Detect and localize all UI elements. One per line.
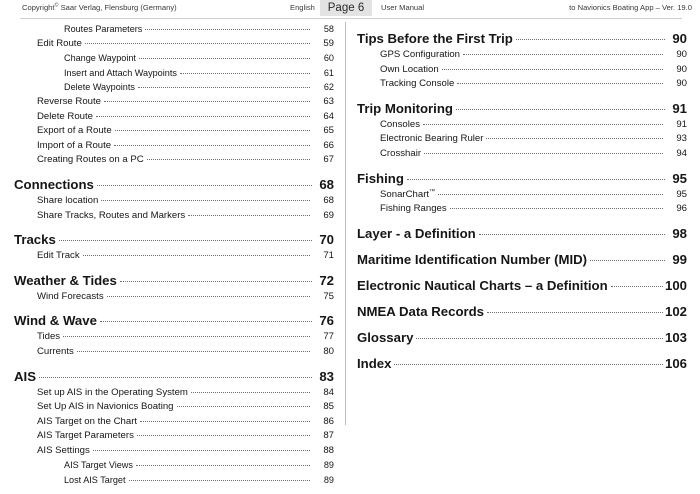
toc-entry-electronic-nautical-charts-a-definition[interactable] <box>357 269 687 295</box>
toc-entry-title: Electronic Nautical Charts – a Definition <box>357 277 608 293</box>
toc-leader-dots <box>107 296 310 297</box>
toc-leader-dots <box>137 435 310 436</box>
document-type-label: User Manual <box>381 3 425 12</box>
toc-leader-dots <box>450 208 663 209</box>
toc-leader-dots <box>487 312 663 313</box>
toc-entry-set-up-ais-in-the-operating-system[interactable] <box>37 386 334 401</box>
toc-entry-page-number: 100 <box>664 277 687 293</box>
toc-entry-title: Own Location <box>380 63 439 75</box>
toc-leader-dots <box>140 421 310 422</box>
toc-entry-creating-routes-on-a-pc[interactable] <box>37 153 334 168</box>
toc-entry-tracks[interactable] <box>14 223 334 249</box>
toc-entry-page-number: 80 <box>323 345 334 357</box>
toc-entry-maritime-identification-number-mid[interactable] <box>357 243 687 269</box>
toc-entry-page-number: 68 <box>319 176 334 192</box>
toc-entry-title: Layer - a Definition <box>357 225 476 241</box>
app-version-label: to Navionics Boating App – Ver. 19.0 <box>569 3 692 12</box>
toc-entry-layer-a-definition[interactable] <box>357 217 687 243</box>
toc-entry-title: AIS <box>14 368 36 384</box>
toc-entry-page-number: 76 <box>319 313 334 329</box>
toc-entry-page-number: 90 <box>676 49 687 60</box>
toc-entry-page-number: 84 <box>323 386 334 398</box>
toc-entry-edit-route[interactable] <box>37 37 334 52</box>
toc-entry-page-number: 68 <box>323 194 334 206</box>
toc-entry-import-of-a-route[interactable] <box>37 139 334 154</box>
toc-entry-page-number: 70 <box>319 232 334 248</box>
toc-entry-page-number: 103 <box>664 329 687 345</box>
toc-entry-page-number: 90 <box>676 63 687 75</box>
toc-leader-dots <box>39 377 312 378</box>
toc-entry-title: AIS Target Views <box>64 460 133 471</box>
toc-entry-page-number: 85 <box>323 401 334 413</box>
toc-entry-currents[interactable] <box>37 345 334 360</box>
toc-entry-title: Export of a Route <box>37 125 112 137</box>
toc-entry-page-number: 72 <box>319 272 334 288</box>
toc-leader-dots <box>104 101 310 102</box>
toc-entry-page-number: 75 <box>323 290 334 302</box>
toc-entry-page-number: 65 <box>323 125 334 137</box>
toc-leader-dots <box>83 255 310 256</box>
toc-entry-page-number: 102 <box>664 303 687 319</box>
toc-entry-routes-parameters[interactable] <box>64 22 334 37</box>
toc-entry-trip-monitoring[interactable] <box>357 92 687 118</box>
toc-entry-ais-settings[interactable] <box>37 444 334 459</box>
toc-entry-title: Tracks <box>14 232 56 248</box>
toc-leader-dots <box>93 450 310 451</box>
toc-entry-ais-target-views[interactable] <box>64 458 334 473</box>
toc-entry-page-number: 61 <box>323 67 334 78</box>
toc-leader-dots <box>114 145 310 146</box>
toc-entry-fishing[interactable] <box>357 162 687 188</box>
toc-entry-share-location[interactable] <box>37 194 334 209</box>
toc-leader-dots <box>463 54 663 55</box>
toc-entry-title: Share location <box>37 194 99 206</box>
toc-leader-dots <box>100 321 312 322</box>
toc-entry-page-number: 59 <box>323 37 334 49</box>
toc-leader-dots <box>147 159 310 160</box>
toc-entry-title: NMEA Data Records <box>357 303 485 319</box>
toc-entry-title: Weather & Tides <box>14 272 117 288</box>
toc-leader-dots <box>136 465 310 466</box>
toc-entry-page-number: 87 <box>323 430 334 442</box>
toc-entry-title: Tides <box>37 331 61 343</box>
toc-entry-title: Fishing <box>357 170 404 186</box>
toc-leader-dots <box>101 200 310 201</box>
toc-entry-title: Trip Monitoring <box>357 100 453 116</box>
toc-entry-electronic-bearing-ruler[interactable] <box>380 132 687 147</box>
toc-entry-title: Change Waypoint <box>64 53 136 64</box>
toc-entry-wind-forecasts[interactable] <box>37 290 334 305</box>
toc-leader-dots <box>442 69 663 70</box>
toc-entry-page-number: 91 <box>672 100 687 116</box>
toc-entry-title: Wind & Wave <box>14 313 97 329</box>
toc-entry-insert-and-attach-waypoints[interactable] <box>64 66 334 81</box>
toc-entry-tips-before-the-first-trip[interactable] <box>357 22 687 48</box>
toc-entry-tides[interactable] <box>37 330 334 345</box>
toc-entry-title: AIS Settings <box>37 444 90 456</box>
toc-entry-page-number: 89 <box>323 460 334 471</box>
toc-entry-title: Connections <box>14 176 94 192</box>
toc-entry-glossary[interactable] <box>357 321 687 347</box>
toc-entry-title: Glossary <box>357 329 414 345</box>
toc-entry-title: Set up AIS in the Operating System <box>37 386 188 398</box>
toc-entry-consoles[interactable] <box>380 118 687 133</box>
toc-entry-page-number: 69 <box>323 209 334 221</box>
toc-entry-page-number: 90 <box>672 31 687 46</box>
toc-entry-page-number: 90 <box>676 78 687 90</box>
toc-entry-title: GPS Configuration <box>380 49 460 60</box>
toc-leader-dots <box>145 29 310 30</box>
copyright-notice <box>22 0 177 16</box>
toc-leader-dots <box>590 260 665 261</box>
toc-column-right <box>357 22 687 373</box>
toc-leader-dots <box>407 179 665 180</box>
toc-entry-title: Index <box>357 355 392 371</box>
copyright-symbol: © <box>54 2 59 9</box>
toc-entry-page-number: 67 <box>323 154 334 166</box>
toc-entry-page-number: 106 <box>664 355 687 371</box>
toc-leader-dots <box>96 116 310 117</box>
header-divider-rule <box>20 18 682 19</box>
toc-entry-page-number: 96 <box>676 203 687 215</box>
toc-entry-page-number: 89 <box>323 475 334 486</box>
toc-entry-page-number: 64 <box>323 110 334 122</box>
toc-leader-dots <box>416 338 663 339</box>
toc-leader-dots <box>59 240 312 241</box>
toc-column-left <box>14 22 334 488</box>
toc-entry-edit-track[interactable] <box>37 249 334 264</box>
page-header <box>0 0 700 19</box>
toc-leader-dots <box>438 194 663 195</box>
toc-entry-title: Tips Before the First Trip <box>357 31 513 46</box>
toc-entry-title: AIS Target on the Chart <box>37 415 138 427</box>
toc-leader-dots <box>394 364 663 365</box>
toc-leader-dots <box>479 234 665 235</box>
toc-entry-gps-configuration[interactable] <box>380 48 687 63</box>
toc-entry-title: Creating Routes on a PC <box>37 154 144 166</box>
toc-entry-page-number: 66 <box>323 139 334 151</box>
toc-leader-dots <box>63 336 310 337</box>
toc-entry-title: Import of a Route <box>37 139 112 151</box>
toc-leader-dots <box>138 87 310 88</box>
toc-entry-reverse-route[interactable] <box>37 95 334 110</box>
toc-entry-connections[interactable] <box>14 168 334 194</box>
toc-leader-dots <box>423 124 663 125</box>
toc-entry-fishing-ranges[interactable] <box>380 202 687 217</box>
toc-entry-ais-target-on-the-chart[interactable] <box>37 415 334 430</box>
toc-leader-dots <box>516 39 665 40</box>
toc-entry-own-location[interactable] <box>380 63 687 78</box>
toc-leader-dots <box>457 83 663 84</box>
toc-entry-set-up-ais-in-navionics-boating[interactable] <box>37 400 334 415</box>
toc-entry-delete-waypoints[interactable] <box>64 80 334 95</box>
toc-leader-dots <box>77 351 310 352</box>
copyright-publisher: Saar Verlag, Flensburg (Germany) <box>58 3 177 12</box>
toc-leader-dots <box>85 43 310 44</box>
toc-entry-change-waypoint[interactable] <box>64 51 334 66</box>
toc-entry-page-number: 95 <box>676 188 687 200</box>
toc-entry-page-number: 94 <box>676 147 687 159</box>
toc-entry-page-number: 98 <box>672 225 687 241</box>
toc-entry-tracking-console[interactable] <box>380 77 687 92</box>
toc-entry-title: Delete Waypoints <box>64 82 135 93</box>
toc-entry-share-tracks-routes-and-markers[interactable] <box>37 209 334 224</box>
toc-entry-title: Currents <box>37 345 74 357</box>
toc-entry-title: Fishing Ranges <box>380 203 447 215</box>
toc-entry-sonarchart[interactable] <box>380 188 687 203</box>
toc-entry-title: Edit Track <box>37 250 80 262</box>
toc-entry-ais-target-parameters[interactable] <box>37 429 334 444</box>
toc-entry-title: Delete Route <box>37 110 93 122</box>
toc-entry-weather-tides[interactable] <box>14 264 334 290</box>
toc-entry-page-number: 88 <box>323 444 334 456</box>
toc-entry-page-number: 63 <box>323 95 334 107</box>
toc-leader-dots <box>486 138 663 139</box>
toc-leader-dots <box>424 153 663 154</box>
toc-entry-page-number: 95 <box>672 170 687 186</box>
toc-entry-ais[interactable] <box>14 360 334 386</box>
toc-entry-page-number: 62 <box>323 82 334 93</box>
toc-entry-title: Tracking Console <box>380 78 455 90</box>
toc-entry-title: Routes Parameters <box>64 24 143 34</box>
toc-entry-index[interactable] <box>357 347 687 373</box>
toc-entry-nmea-data-records[interactable] <box>357 295 687 321</box>
toc-leader-dots <box>191 392 310 393</box>
toc-entry-page-number: 60 <box>323 53 334 64</box>
toc-leader-dots <box>456 109 665 110</box>
toc-entry-page-number: 86 <box>323 415 334 427</box>
copyright-prefix: Copyright <box>22 3 55 12</box>
toc-leader-dots <box>120 281 312 282</box>
toc-entry-page-number: 77 <box>323 331 334 343</box>
column-divider <box>345 22 346 425</box>
toc-leader-dots <box>129 480 310 481</box>
toc-entry-title: Electronic Bearing Ruler <box>380 133 484 145</box>
toc-leader-dots <box>611 286 663 287</box>
language-label: English <box>290 3 315 12</box>
toc-entry-title: Consoles <box>380 118 420 130</box>
toc-entry-page-number: 99 <box>672 251 687 267</box>
toc-leader-dots <box>97 185 312 186</box>
toc-entry-wind-wave[interactable] <box>14 304 334 330</box>
toc-entry-page-number: 83 <box>319 368 334 384</box>
toc-leader-dots <box>115 130 310 131</box>
toc-entry-crosshair[interactable] <box>380 147 687 162</box>
toc-leader-dots <box>188 215 310 216</box>
toc-entry-page-number: 91 <box>676 118 687 130</box>
toc-entry-title: SonarChart™ <box>380 188 436 200</box>
toc-entry-title: Wind Forecasts <box>37 290 104 302</box>
toc-entry-title: AIS Target Parameters <box>37 430 134 442</box>
toc-entry-title: Edit Route <box>37 37 82 49</box>
toc-entry-title: Set Up AIS in Navionics Boating <box>37 401 174 413</box>
toc-entry-page-number: 71 <box>323 250 334 262</box>
toc-entry-title: Reverse Route <box>37 95 101 107</box>
trademark-symbol: ™ <box>429 188 436 195</box>
toc-leader-dots <box>139 58 310 59</box>
toc-entry-title: Lost AIS Target <box>64 475 126 486</box>
toc-entry-export-of-a-route[interactable] <box>37 124 334 139</box>
toc-leader-dots <box>177 406 310 407</box>
toc-entry-lost-ais-target[interactable] <box>64 473 334 488</box>
toc-entry-title: Insert and Attach Waypoints <box>64 67 177 78</box>
toc-entry-page-number: 58 <box>323 24 334 34</box>
toc-entry-title: Crosshair <box>380 147 422 159</box>
toc-entry-delete-route[interactable] <box>37 110 334 125</box>
toc-leader-dots <box>180 73 310 74</box>
toc-entry-page-number: 93 <box>676 133 687 145</box>
page-number-label: Page 6 <box>327 2 365 14</box>
toc-entry-title: Maritime Identification Number (MID) <box>357 251 588 267</box>
toc-entry-title: Share Tracks, Routes and Markers <box>37 209 186 221</box>
